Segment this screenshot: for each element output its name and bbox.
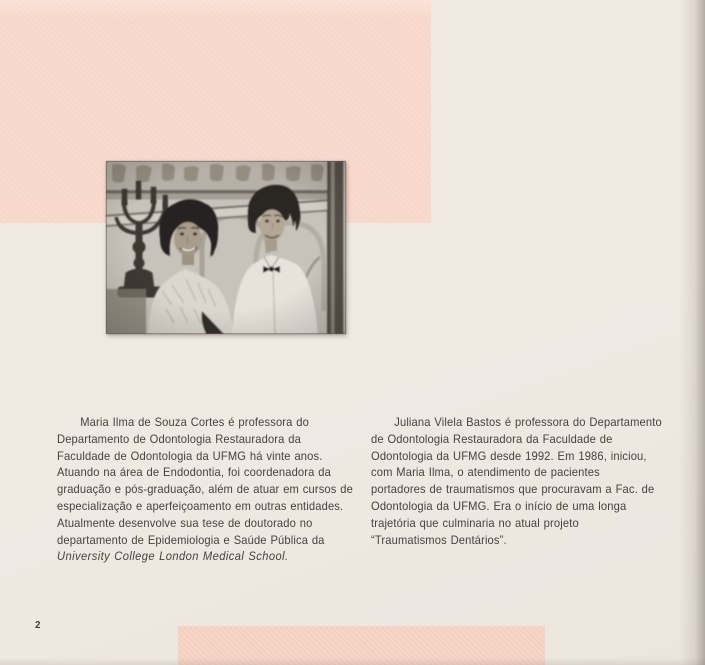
text-line: Odontologia da UFMG. Era o início de uma longa	[371, 498, 627, 513]
text-line: com Maria Ilma, o atendimento de pacientes	[371, 465, 600, 480]
pink-block-bottom	[178, 626, 545, 665]
text-line: “Traumatismos Dentários”.	[371, 532, 507, 547]
text-line: Odontologia da UFMG desde 1992. Em 1986, iniciou,	[371, 448, 647, 463]
text-line: Juliana Vilela Bastos é professora do Departamento	[394, 415, 662, 429]
text-line: graduação e pós-graduação, além de atuar em cursos de	[57, 482, 354, 497]
text-line: portadores de traumatismos que procuravam a Fac. de	[371, 482, 655, 497]
photo-two-women	[106, 161, 346, 334]
text-line: Atualmente desenvolve sua tese de doutorado no	[57, 515, 313, 530]
text-line: trajetória que culminaria no atual projeto	[371, 515, 579, 530]
paragraph-maria-ilma	[57, 414, 353, 565]
text-line: especialização e aperfeiçoamento em outras entidades.	[57, 498, 344, 513]
text-line: Maria Ilma de Souza Cortes é professora do	[80, 415, 309, 429]
text-line: departamento de Epidemiologia e Saúde Pública da	[57, 532, 325, 547]
text-line: Atuando na área de Endodontia, foi coordenadora da	[57, 465, 331, 480]
page-number: 2	[35, 620, 41, 631]
photo-illustration	[106, 161, 346, 334]
text-line-italic: University College London Medical School.	[57, 549, 289, 564]
text-line: Departamento de Odontologia Restauradora da	[57, 431, 301, 446]
page-edge-shadow-right	[679, 0, 705, 665]
paragraph-juliana	[371, 414, 662, 548]
text-line: Faculdade de Odontologia da UFMG há vinte anos.	[57, 448, 323, 463]
text-line: de Odontologia Restauradora da Faculdade de	[371, 431, 613, 446]
